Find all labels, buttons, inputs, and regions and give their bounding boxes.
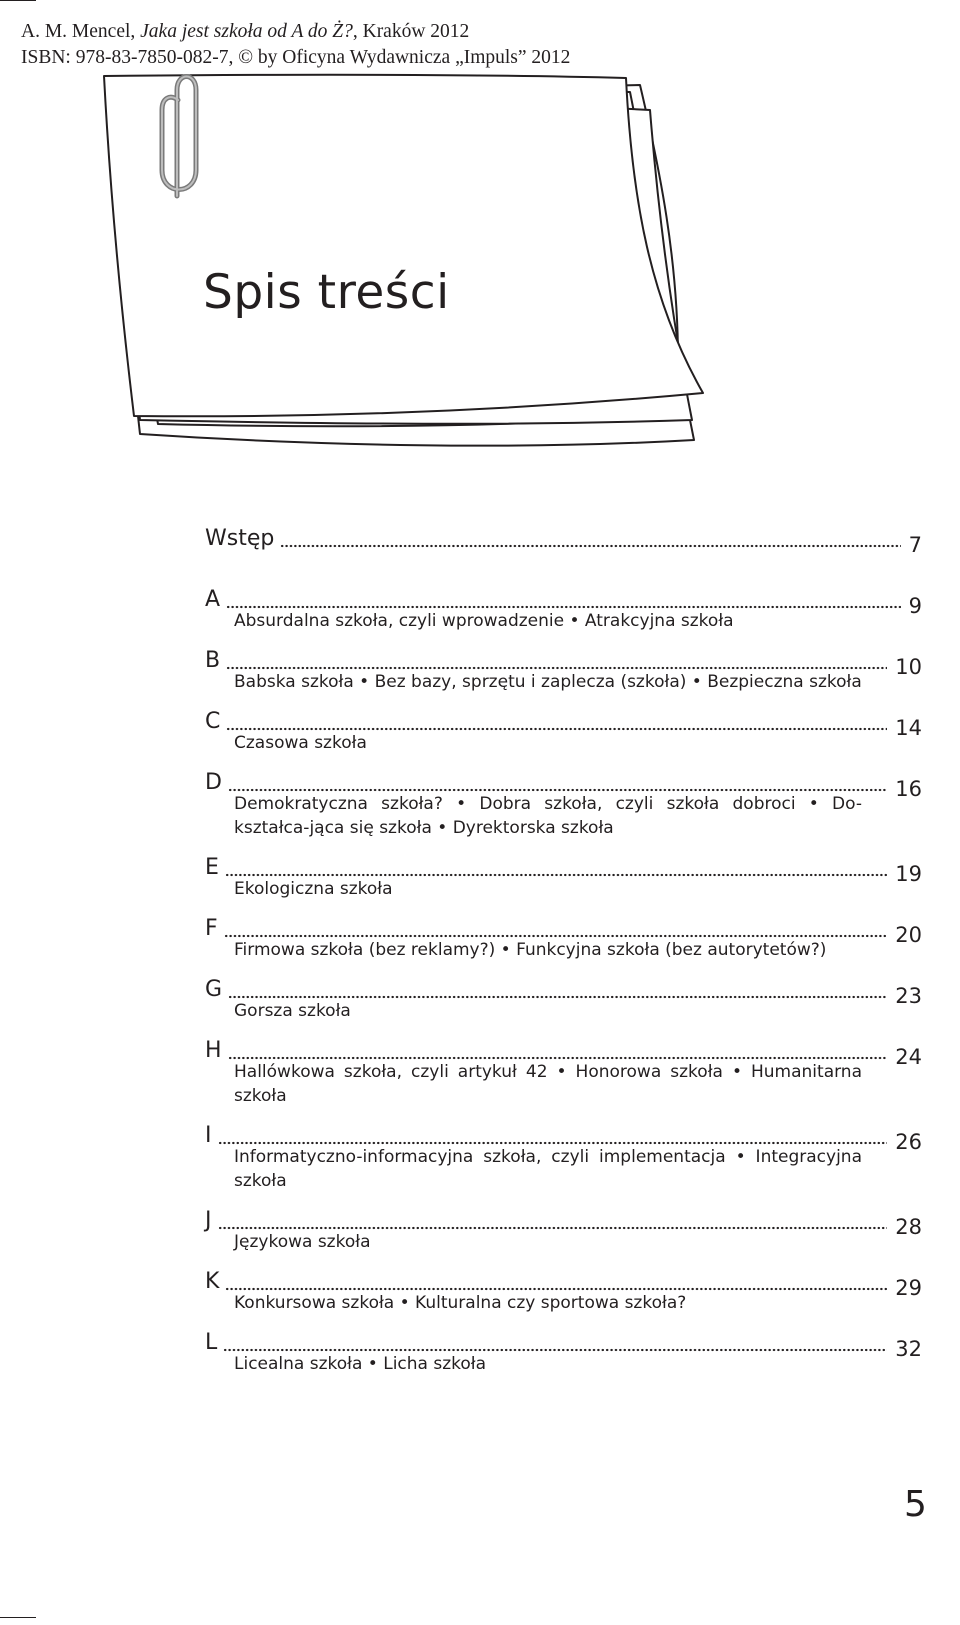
toc-label: E [205, 855, 219, 880]
toc-entries-e: Ekologiczna szkoła [234, 879, 393, 899]
toc-page-number: 28 [895, 1215, 922, 1239]
toc-page-number: 24 [895, 1045, 922, 1069]
citation-place-year: , Kraków 2012 [352, 21, 470, 42]
toc-label: B [205, 648, 221, 673]
toc-entries-l: Licealna szkoła • Licha szkoła [234, 1354, 487, 1374]
citation-isbn: ISBN: 978-83-7850-082-7, © by Oficyna Wydawnicza „Impuls” 2012 [21, 47, 571, 68]
toc-entries-j: Językowa szkoła [234, 1232, 371, 1252]
toc-label: C [205, 709, 221, 734]
toc-label: F [205, 916, 218, 941]
toc-leader-dots [280, 544, 900, 548]
page-number: 5 [904, 1484, 927, 1525]
toc-label: Wstęp [205, 526, 275, 551]
toc-label: D [205, 770, 222, 795]
toc-page-number: 9 [908, 594, 922, 618]
toc-entries-f: Firmowa szkoła (bez reklamy?) • Funkcyjna szkoła (bez autorytetów?) [234, 940, 827, 960]
toc-label: G [205, 977, 223, 1002]
toc-entries-h: Hallówkowa szkoła, czyli artykuł 42 • Honorowa szkoła • Humanitarna szkoła [234, 1062, 862, 1106]
toc-page-number: 14 [895, 716, 922, 740]
toc-entries-b: Babska szkoła • Bez bazy, sprzętu i zaplecza (szkoła) • Bezpieczna szkoła [234, 672, 862, 692]
page-title: Spis treści [203, 265, 450, 320]
toc-entries-g: Gorsza szkoła [234, 1001, 351, 1021]
toc-entries-d: Demokratyczna szkoła? • Dobra szkoła, czyli szkoła dobroci • Do-kształca-jąca się szkoła • Dyrektorska szkoła [234, 794, 862, 838]
toc-page-number: 23 [895, 984, 922, 1008]
toc-label: A [205, 587, 221, 612]
toc-entries-a: Absurdalna szkoła, czyli wprowadzenie • Atrakcyjna szkoła [234, 611, 734, 631]
toc-page-number: 16 [895, 777, 922, 801]
toc-page-number: 32 [895, 1337, 922, 1361]
toc-page-number: 26 [895, 1130, 922, 1154]
toc-page-number: 20 [895, 923, 922, 947]
toc-label: K [205, 1269, 220, 1294]
crop-mark-bottom [0, 1617, 36, 1618]
paper-stack-illustration [0, 0, 960, 460]
toc-label: J [205, 1208, 212, 1233]
toc-label: I [205, 1123, 212, 1148]
toc-entries-i: Informatyczno-informacyjna szkoła, czyli implementacja • Integracyjna szkoła [234, 1147, 862, 1191]
toc-entries-c: Czasowa szkoła [234, 733, 367, 753]
citation-author: A. M. Mencel, [21, 21, 141, 42]
toc-page-number: 10 [895, 655, 922, 679]
toc-entries-k: Konkursowa szkoła • Kulturalna czy sportowa szkoła? [234, 1293, 687, 1313]
toc-row-wstep [205, 519, 922, 557]
toc-label: H [205, 1038, 222, 1063]
toc-label: L [205, 1330, 218, 1355]
toc-page-number: 7 [908, 533, 922, 557]
toc-page-number: 29 [895, 1276, 922, 1300]
citation-book-title: Jaka jest szkoła od A do Ż? [140, 21, 353, 42]
toc-page-number: 19 [895, 862, 922, 886]
